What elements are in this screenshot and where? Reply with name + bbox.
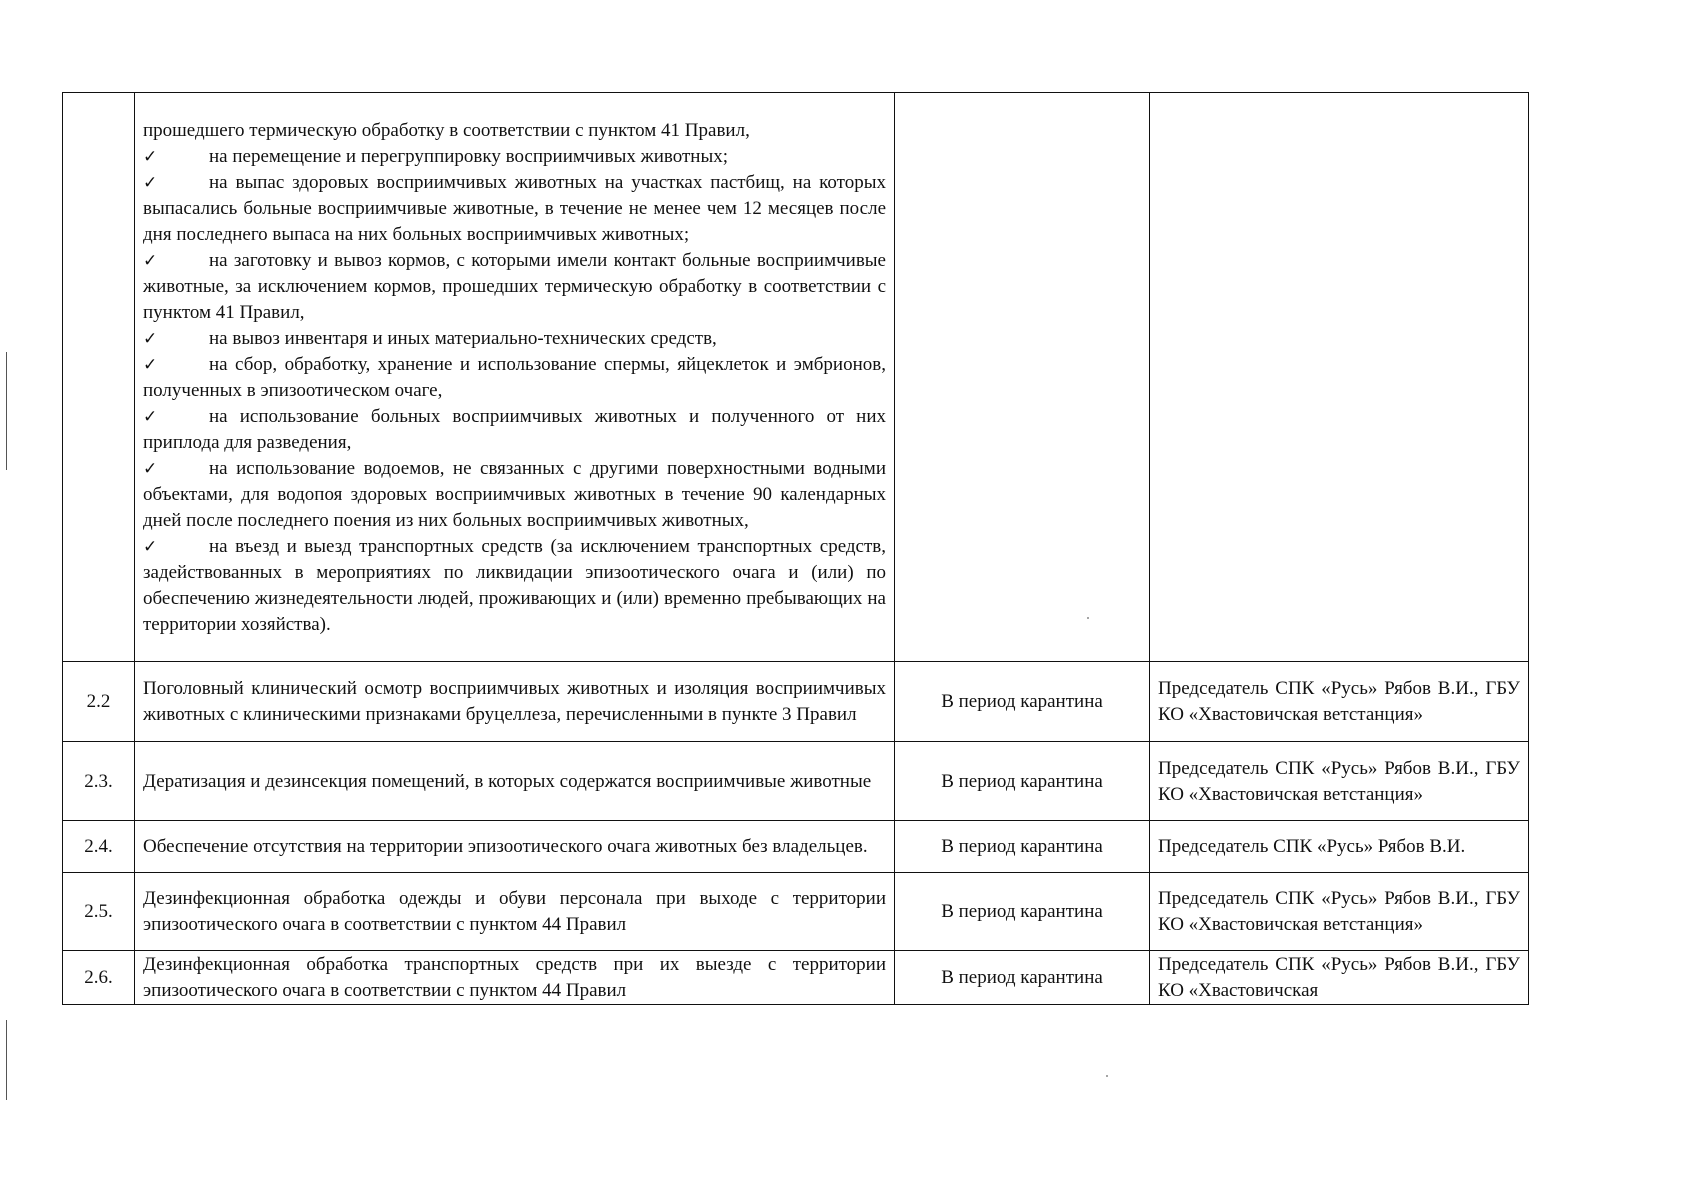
period-cell: В период карантина — [895, 662, 1150, 742]
row-number-cell: 2.5. — [63, 873, 135, 951]
row-number-cell: 2.2 — [63, 662, 135, 742]
period-cell: В период карантина — [895, 873, 1150, 951]
row-number-cell — [63, 93, 135, 662]
restriction-item: ✓ на заготовку и вывоз кормов, с которыми имели контакт больные восприимчивые животные, за исключением кормов, прошедших термическую обработку в соответствии с пунктом 41 Правил, — [143, 249, 886, 323]
row-number-cell: 2.3. — [63, 742, 135, 821]
scan-speck — [1106, 1075, 1108, 1077]
restriction-item: ✓ на перемещение и перегруппировку восприимчивых животных; — [143, 144, 886, 170]
checkmark-icon: ✓ — [143, 458, 158, 479]
measure-cell: Дезинфекционная обработка транспортных средств при их выезде с территории эпизоотического очага в соответствии с пунктом 44 Правил — [135, 951, 895, 1005]
table-row — [63, 821, 1529, 873]
measure-cell: Поголовный клинический осмотр восприимчивых животных и изоляция восприимчивых животных с клиническими признаками бруцеллеза, перечисленными в пункте 3 Правил — [135, 662, 895, 742]
measure-cell — [135, 93, 895, 662]
table-row — [63, 662, 1529, 742]
restriction-item: ✓ на выпас здоровых восприимчивых животных на участках пастбищ, на которых выпасались больные восприимчивые животные, в течение не менее чем 12 месяцев после дня последнего выпаса на них больных восприимчивых животных; — [143, 171, 886, 245]
restriction-item: ✓ на использование больных восприимчивых животных и полученного от них приплода для разведения, — [143, 405, 886, 453]
responsible-cell: Председатель СПК «Русь» Рябов В.И., ГБУ КО «Хвастовичская ветстанция» — [1150, 873, 1529, 951]
period-cell — [895, 93, 1150, 662]
measure-cell: Обеспечение отсутствия на территории эпизоотического очага животных без владельцев. — [135, 821, 895, 873]
restriction-item: ✓ на въезд и выезд транспортных средств (за исключением транспортных средств, задействованных в мероприятиях по ликвидации эпизоотического очага и (или) по обеспечению жизнедеятельности людей, проживающих и (или) временно пребывающих на территории хозяйства). — [143, 535, 886, 635]
table-row — [63, 951, 1529, 1005]
measure-cell: Дезинфекционная обработка одежды и обуви персонала при выходе с территории эпизоотического очага в соответствии с пунктом 44 Правил — [135, 873, 895, 951]
margin-rule-left-top — [6, 352, 7, 470]
responsible-cell: Председатель СПК «Русь» Рябов В.И., ГБУ КО «Хвастовичская ветстанция» — [1150, 742, 1529, 821]
row-number-cell: 2.4. — [63, 821, 135, 873]
row-number-cell: 2.6. — [63, 951, 135, 1005]
responsible-cell — [1150, 93, 1529, 662]
measures-table — [62, 92, 1529, 1005]
checkmark-icon: ✓ — [143, 172, 158, 193]
table-row-continuation — [63, 93, 1529, 662]
period-cell: В период карантина — [895, 742, 1150, 821]
margin-rule-left-bottom — [6, 1020, 7, 1100]
period-cell: В период карантина — [895, 821, 1150, 873]
measure-cell: Дератизация и дезинсекция помещений, в которых содержатся восприимчивые животные — [135, 742, 895, 821]
checkmark-icon: ✓ — [143, 146, 158, 167]
table-row — [63, 873, 1529, 951]
checkmark-icon: ✓ — [143, 250, 158, 271]
checkmark-icon: ✓ — [143, 328, 158, 349]
restriction-item: ✓ на использование водоемов, не связанных с другими поверхностными водными объектами, для водопоя здоровых восприимчивых животных в течение 90 календарных дней после последнего поения из них больных восприимчивых животных, — [143, 457, 886, 531]
measure-text: прошедшего термическую обработку в соответствии с пунктом 41 Правил, — [143, 119, 750, 141]
responsible-cell: Председатель СПК «Русь» Рябов В.И., ГБУ КО «Хвастовичская ветстанция» — [1150, 662, 1529, 742]
checkmark-icon: ✓ — [143, 354, 158, 375]
checkmark-icon: ✓ — [143, 406, 158, 427]
responsible-cell: Председатель СПК «Русь» Рябов В.И. — [1150, 821, 1529, 873]
restriction-item: ✓ на вывоз инвентаря и иных материально-технических средств, — [143, 326, 886, 352]
restriction-item: ✓ на сбор, обработку, хранение и использование спермы, яйцеклеток и эмбрионов, полученных в эпизоотическом очаге, — [143, 353, 886, 401]
responsible-cell: Председатель СПК «Русь» Рябов В.И., ГБУ КО «Хвастовичская — [1150, 951, 1529, 1005]
period-cell: В период карантина — [895, 951, 1150, 1005]
table-row — [63, 742, 1529, 821]
checkmark-icon: ✓ — [143, 536, 158, 557]
